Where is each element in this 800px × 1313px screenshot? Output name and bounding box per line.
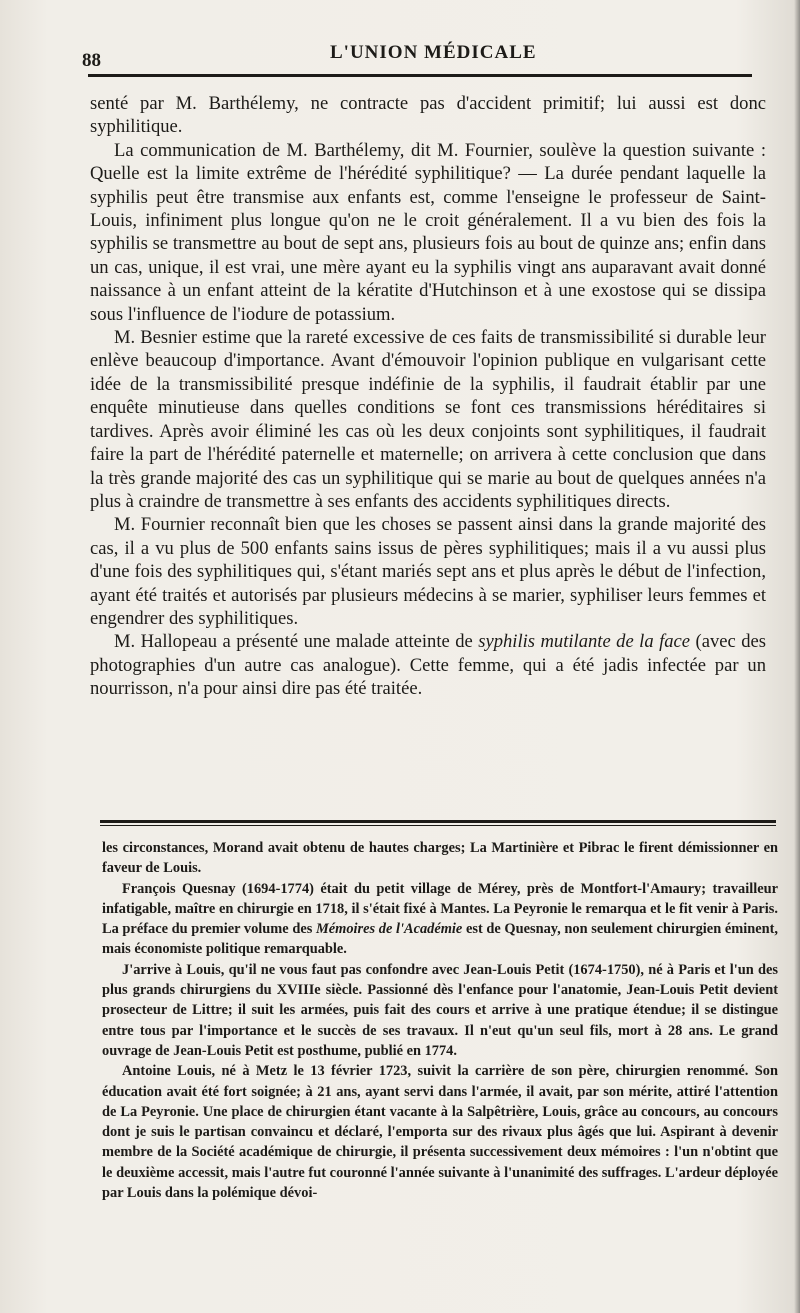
text-run: (avec des photographies d'un autre cas analogue). Cette femme, qui a été jadis infectée par un nourrisson, n'a pour ainsi dire pas été traitée. [90, 631, 766, 700]
page-number: 88 [82, 50, 101, 71]
footnote-rule [100, 820, 776, 823]
page-edge-shadow [794, 0, 800, 1313]
text-run: M. Hallopeau a présenté une malade atteinte de [114, 631, 479, 653]
text-run: François Quesnay (1694-1774) était du petit village de Mérey, près de Montfort-l'Amaury; travailleur infatigable, maître en chirurgie en 1718, il s'était fixé à Mantes. La Peyronie le remarqua et le fit venir à Paris. La préface du premier volume des [102, 880, 778, 938]
italic-run: Mémoires de l'Académie [315, 921, 463, 938]
main-text [90, 92, 766, 701]
paragraph: senté par M. Barthélemy, ne contracte pas d'accident primitif; lui aussi est donc syphilitique. [90, 93, 766, 138]
page-header [80, 40, 752, 76]
footnote-paragraph [102, 879, 778, 960]
paragraph: M. Besnier estime que la rareté excessive de ces faits de transmissibilité si durable leur enlève beaucoup d'importance. Avant d'émouvoir l'opinion publique en vulgarisant cette idée de la transmissibilité presque indéfinie de la syphilis, il faudrait établir par une enquête minutieuse dans quelles conditions se font ces transmissions héréditaires si tardives. Après avoir éliminé les cas où les deux conjoints sont syphilitiques, il faudrait faire la part de l'hérédité paternelle et maternelle; on arrivera à cette conclusion que dans la très grande majorité des cas un syphilitique qui se marie au bout de quelques années n'a plus à craindre de transmettre à ses enfants des accidents syphilitiques directs. [90, 327, 766, 512]
paragraph: La communication de M. Barthélemy, dit M. Fournier, soulève la question suivante : Quelle est la limite extrême de l'hérédité syphilitique? — La durée pendant laquelle la syphilis peut être transmise aux enfants est, comme l'enseigne le professeur de Saint-Louis, infiniment plus longue qu'on ne le croit généralement. Il a vu bien des fois la syphilis se transmettre au bout de sept ans, plusieurs fois au bout de quinze ans; enfin dans un cas, unique, il est vrai, une mère ayant eu la syphilis vingt ans auparavant avait donné naissance à un enfant atteint de la kératite d'Hutchinson et à une exostose qui se dissipa sous l'influence de l'iodure de potassium. [90, 139, 766, 325]
paragraph [90, 630, 766, 700]
footnote-paragraph: J'arrive à Louis, qu'il ne vous faut pas confondre avec Jean-Louis Petit (1674-1750), né à Paris et l'un des plus grands chirurgiens du XVIIIe siècle. Passionné dès l'enfance pour l'anatomie, Jean-Louis Petit devient prosecteur de Littre; il suit les armées, puis fait des cours et arrive à une pratique étendue; il se distingue entre tous par l'importance et le succès de ses travaux. Il n'eut qu'un seul fils, mort à 28 ans. Le grand ouvrage de Jean-Louis Petit est posthume, publié en 1774. [102, 961, 778, 1059]
running-title: L'UNION MÉDICALE [330, 42, 537, 63]
text-run: est de Quesnay, non seulement chirurgien éminent, mais économiste politique remarquable. [102, 921, 778, 958]
header-rule [88, 74, 752, 77]
italic-run: syphilis mutilante de la face [478, 631, 691, 653]
footnote-paragraph: les circonstances, Morand avait obtenu de hautes charges; La Martinière et Pibrac le firent démissionner en faveur de Louis. [102, 840, 778, 877]
footnote-rule-thin [100, 825, 776, 826]
footnote-paragraph: Antoine Louis, né à Metz le 13 février 1723, suivit la carrière de son père, chirurgien renommé. Son éducation avait été fort soignée; à 21 ans, ayant servi dans l'armée, il avait, par son mérite, attiré l'attention de La Peyronie. Une place de chirurgien étant vacante à la Salpêtrière, Louis, grâce au concours, au concours dont je suis le partisan convaincu et déclaré, l'emporta sur des rivaux plus âgés que lui. Aspirant à devenir membre de la Société académique de chirurgie, il présenta successivement deux mémoires : l'un n'obtint que le deuxième accessit, mais l'autre fut couronné l'année suivante à l'unanimité des suffrages. L'ardeur déployée par Louis dans la polémique dévoi- [102, 1063, 778, 1202]
footnotes [102, 838, 778, 1203]
paragraph: M. Fournier reconnaît bien que les choses se passent ainsi dans la grande majorité des cas, il a vu plus de 500 enfants sains issus de pères syphilitiques; mais il a vu aussi plus d'une fois des syphilitiques qui, s'étant mariés sept ans et plus après le début de l'infection, ayant été traités et autorisés par plusieurs médecins à se marier, syphiliser leurs femmes et engendrer des syphilitiques. [90, 514, 766, 629]
